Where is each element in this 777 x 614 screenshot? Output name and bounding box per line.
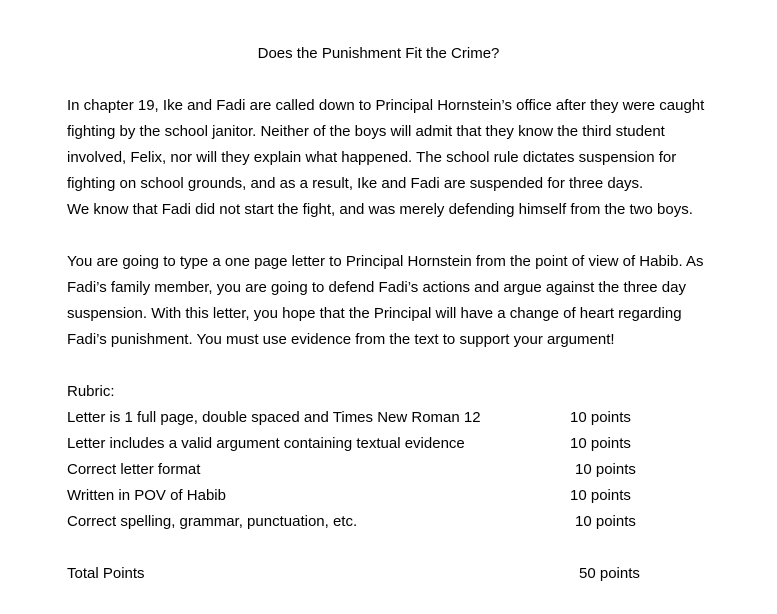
paragraph-line: Fadi’s family member, you are going to defend Fadi’s actions and argue against the three day <box>67 279 686 296</box>
paragraph-line: Fadi’s punishment. You must use evidence from the text to support your argument! <box>67 331 615 348</box>
paragraph-line: involved, Felix, nor will they explain what happened. The school rule dictates suspension for <box>67 149 677 166</box>
rubric-item-label: Correct letter format <box>67 461 201 478</box>
paragraph-line: We know that Fadi did not start the fight, and was merely defending himself from the two boys. <box>67 201 693 218</box>
paragraph-line: You are going to type a one page letter to Principal Hornstein from the point of view of Habib. As <box>67 253 704 270</box>
document-title: Does the Punishment Fit the Crime? <box>257 45 500 62</box>
rubric-item-points: 10 points <box>570 409 631 426</box>
paragraph-line: suspension. With this letter, you hope that the Principal will have a change of heart regarding <box>67 305 682 322</box>
rubric-item-label: Letter includes a valid argument containing textual evidence <box>67 435 465 452</box>
rubric-item-label: Letter is 1 full page, double spaced and Times New Roman 12 <box>67 409 481 426</box>
rubric-item-points: 10 points <box>570 435 631 452</box>
rubric-item-points: 10 points <box>575 461 636 478</box>
rubric-item-label: Written in POV of Habib <box>67 487 226 504</box>
rubric-item-points: 10 points <box>570 487 631 504</box>
paragraph-line: fighting on school grounds, and as a result, Ike and Fadi are suspended for three days. <box>67 175 644 192</box>
rubric-item-label: Correct spelling, grammar, punctuation, etc. <box>67 513 358 530</box>
rubric-total-points: 50 points <box>579 565 640 582</box>
rubric-item-points: 10 points <box>575 513 636 530</box>
rubric-total-label: Total Points <box>67 565 145 582</box>
paragraph-line: fighting by the school janitor. Neither of the boys will admit that they know the third student <box>67 123 665 140</box>
rubric-heading: Rubric: <box>67 383 115 400</box>
paragraph-line: In chapter 19, Ike and Fadi are called down to Principal Hornstein’s office after they were caught <box>67 97 705 114</box>
